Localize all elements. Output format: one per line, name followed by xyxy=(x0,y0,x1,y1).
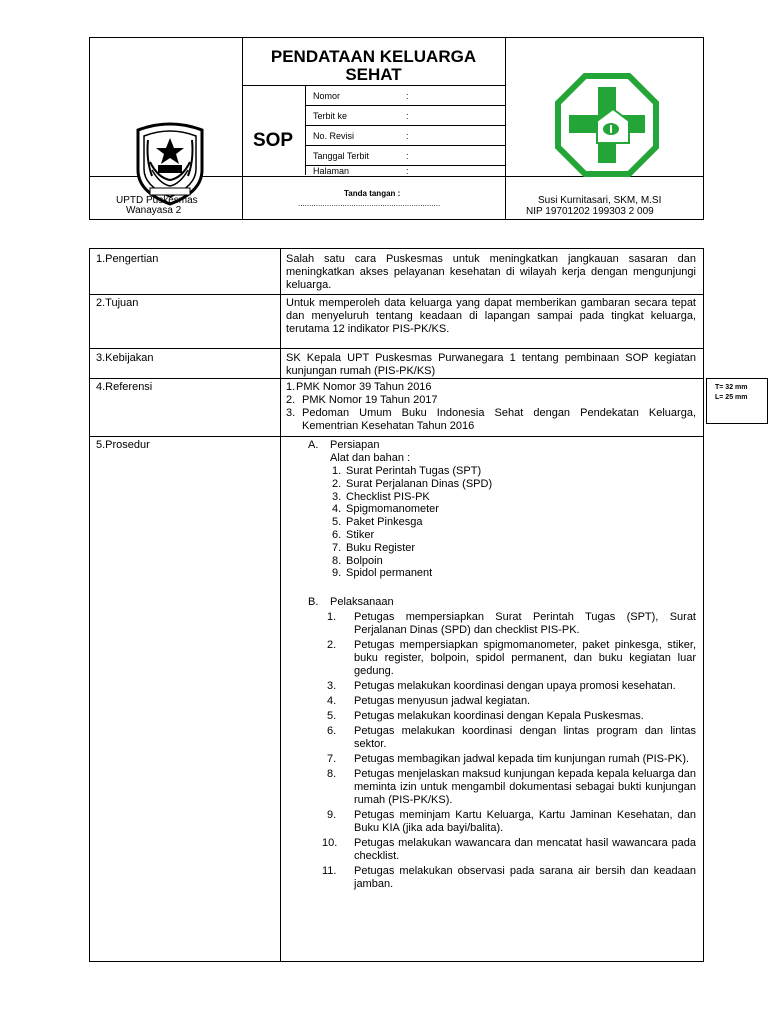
list-text: Bolpoin xyxy=(346,554,383,567)
sop-label: SOP xyxy=(252,130,294,151)
list-item xyxy=(332,516,682,529)
list-text: Buku Register xyxy=(346,541,416,554)
list-item xyxy=(332,465,682,478)
section-text-kebijakan: SK Kepala UPT Puskesmas Purwanegara 1 tentang pembinaan SOP kegiatan kunjungan rumah (PIS-PK/KS) xyxy=(286,352,696,377)
signature-line: ................................................................ xyxy=(298,199,441,208)
margin-note-left: L= 25 mm xyxy=(715,394,748,401)
list-text: Surat Perintah Tugas (SPT) xyxy=(346,465,482,477)
list-number: 3. xyxy=(286,407,296,419)
list-text: Checklist PIS-PK xyxy=(346,490,430,503)
list-item xyxy=(286,407,696,433)
org-name-line1: UPTD Puskesmas xyxy=(116,195,198,206)
field-separator: : xyxy=(406,151,409,161)
section-label-pengertian: 1.Pengertian xyxy=(96,253,159,265)
persiapan-list xyxy=(332,465,682,580)
list-item xyxy=(286,381,696,394)
list-number: 1. xyxy=(286,381,296,393)
section-label-prosedur: 5.Prosedur xyxy=(96,439,150,451)
subsection-letter-a: A. xyxy=(308,439,319,451)
list-number: 8. xyxy=(327,768,337,780)
list-number: 3. xyxy=(327,680,337,692)
sop-content-table xyxy=(89,248,704,962)
header-divider xyxy=(505,38,506,219)
list-item xyxy=(332,503,682,516)
list-text: Petugas mempersiapkan Surat Perintah Tugas (SPT), Surat Perjalanan Dinas (SPD) dan checklist PIS-PK. xyxy=(354,611,696,636)
section-label-referensi: 4.Referensi xyxy=(96,381,153,393)
list-item xyxy=(324,680,696,693)
list-text: Petugas melakukan koordinasi dengan upaya promosi kesehatan. xyxy=(354,680,676,692)
list-text: Petugas menjelaskan maksud kunjungan kepada kepala keluarga dan meminta izin untuk mengambil dokumentasi sebagai bukti kunjungan rumah (PIS-PK/KS). xyxy=(354,768,696,806)
list-number: 11. xyxy=(322,865,337,877)
subsection-title-pelaksanaan: Pelaksanaan xyxy=(330,596,394,608)
list-number: 9. xyxy=(327,809,337,821)
row-divider xyxy=(90,348,704,349)
list-text: Paket Pinkesga xyxy=(346,516,423,529)
section-label-kebijakan: 3.Kebijakan xyxy=(96,352,154,364)
list-item xyxy=(332,567,682,580)
field-label-nomor: Nomor xyxy=(313,91,341,101)
list-text: Petugas membagikan jadwal kepada tim kunjungan rumah (PIS-PK). xyxy=(354,753,690,765)
list-number: 7. xyxy=(332,541,342,554)
list-item xyxy=(324,753,696,766)
subsection-intro: Alat dan bahan : xyxy=(330,452,411,464)
list-number: 8. xyxy=(332,554,342,567)
list-number: 2. xyxy=(332,477,342,490)
header-divider xyxy=(305,85,306,175)
field-separator: : xyxy=(406,166,409,176)
list-item xyxy=(332,542,682,555)
list-number: 1. xyxy=(327,611,337,623)
section-text-pengertian: Salah satu cara Puskesmas untuk meningkatkan jangkauan sasaran dan meningkatkan akses pelayanan kesehatan di wilayah kerja dengan mengunjungi keluarga. xyxy=(286,253,696,291)
list-text: Petugas melakukan koordinasi dengan Kepala Puskesmas. xyxy=(354,710,644,722)
puskesmas-logo-icon xyxy=(555,73,659,177)
org-name-line2: Wanayasa 2 xyxy=(126,205,182,216)
field-separator: : xyxy=(406,111,409,121)
list-item xyxy=(286,394,696,407)
list-text: Petugas mempersiapkan spigmomanometer, paket pinkesga, stiker, buku register, bolpoin, spidol permanent, dan buku kegiatan luar gedung. xyxy=(354,639,696,677)
list-text: Petugas melakukan wawancara dan mencatat hasil wawancara pada checklist. xyxy=(354,837,696,862)
subsection-title-persiapan: Persiapan xyxy=(330,439,380,451)
list-text: Petugas meminjam Kartu Keluarga, Kartu Jaminan Kesehatan, dan Buku KIA (jika ada bayi/balita). xyxy=(354,809,696,834)
list-number: 6. xyxy=(332,528,342,541)
field-separator: : xyxy=(406,91,409,101)
header-divider xyxy=(242,85,505,86)
list-item xyxy=(332,478,682,491)
list-item xyxy=(332,529,682,542)
list-text: Surat Perjalanan Dinas (SPD) xyxy=(346,477,493,490)
list-item xyxy=(324,837,696,863)
field-divider xyxy=(305,145,505,146)
list-text: Pedoman Umum Buku Indonesia Sehat dengan Pendekatan Keluarga, Kementrian Kesehatan Tahun 2016 xyxy=(302,407,696,432)
field-divider xyxy=(305,105,505,106)
row-divider xyxy=(90,436,704,437)
list-item xyxy=(332,555,682,568)
list-text: Stiker xyxy=(346,528,375,541)
column-divider xyxy=(280,249,281,961)
list-item xyxy=(324,695,696,708)
list-item xyxy=(324,809,696,835)
margin-note-top: T= 32 mm xyxy=(715,384,748,391)
list-number: 4. xyxy=(332,503,342,516)
list-number: 10. xyxy=(322,837,338,849)
signature-label: Tanda tangan : xyxy=(344,189,401,198)
section-label-tujuan: 2.Tujuan xyxy=(96,297,139,309)
list-number: 2. xyxy=(286,394,296,406)
list-text: Spidol permanent xyxy=(346,567,433,580)
document-title: PENDATAAN KELUARGA SEHAT xyxy=(270,47,477,84)
list-text: PMK Nomor 19 Tahun 2017 xyxy=(302,394,438,406)
list-text: Petugas melakukan observasi pada sarana air bersih dan keadaan jamban. xyxy=(354,865,696,890)
regional-emblem-icon xyxy=(130,120,210,206)
list-item xyxy=(324,725,696,751)
field-label-tanggal: Tanggal Terbit xyxy=(313,151,369,161)
official-nip: NIP 19701202 199303 2 009 xyxy=(526,206,654,217)
list-text: Spigmomanometer xyxy=(346,503,439,516)
list-number: 2. xyxy=(327,639,337,651)
list-number: 6. xyxy=(327,725,337,737)
list-number: 3. xyxy=(332,490,342,503)
list-text: Petugas menyusun jadwal kegiatan. xyxy=(354,695,531,707)
list-number: 5. xyxy=(332,516,342,529)
list-number: 1. xyxy=(332,465,342,477)
section-text-tujuan: Untuk memperoleh data keluarga yang dapat memberikan gambaran secara tepat dan menyeluruh tentang keadaan di lapangan sampai pada tingkat keluarga, terutama 12 indikator PIS-PK/KS. xyxy=(286,297,696,335)
row-divider xyxy=(90,294,704,295)
list-number: 4. xyxy=(327,695,337,707)
list-number: 5. xyxy=(327,710,337,722)
margin-note xyxy=(706,378,768,424)
sop-header xyxy=(89,37,704,220)
list-item xyxy=(332,491,682,504)
list-number: 7. xyxy=(327,753,337,765)
subsection-letter-b: B. xyxy=(308,596,319,608)
official-name: Susi Kurnitasari, SKM, M.SI xyxy=(538,195,662,206)
list-text: Petugas melakukan koordinasi dengan lintas program dan lintas sektor. xyxy=(354,725,696,750)
list-item xyxy=(324,768,696,807)
referensi-list xyxy=(286,381,696,433)
field-divider xyxy=(305,125,505,126)
list-item xyxy=(324,710,696,723)
row-divider xyxy=(90,378,704,379)
list-item xyxy=(324,865,696,891)
field-separator: : xyxy=(406,131,409,141)
list-number: 9. xyxy=(332,567,342,580)
field-label-halaman: Halaman xyxy=(313,166,350,176)
list-text: PMK Nomor 39 Tahun 2016 xyxy=(296,381,432,393)
field-label-terbit: Terbit ke xyxy=(313,111,348,121)
list-item xyxy=(324,611,696,637)
pelaksanaan-list xyxy=(324,611,696,893)
list-item xyxy=(324,639,696,678)
field-label-revisi: No. Revisi xyxy=(313,131,355,141)
